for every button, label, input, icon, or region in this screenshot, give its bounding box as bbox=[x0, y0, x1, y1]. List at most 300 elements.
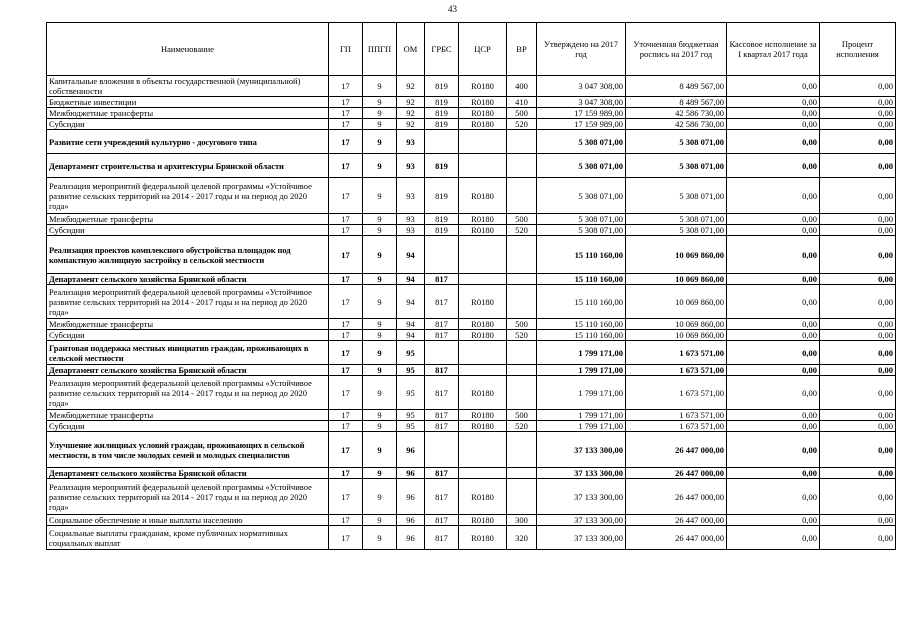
cell-approved: 15 110 160,00 bbox=[537, 330, 626, 341]
cell-csr: R0180 bbox=[459, 97, 507, 108]
cell-percent: 0,00 bbox=[820, 236, 896, 274]
cell-grbs bbox=[425, 341, 459, 365]
cell-refined: 10 069 860,00 bbox=[626, 274, 727, 285]
col-header-refined: Уточненная бюджетная роспись на 2017 год bbox=[626, 23, 727, 76]
cell-csr: R0180 bbox=[459, 526, 507, 550]
page-number: 43 bbox=[448, 4, 457, 14]
cell-vr bbox=[507, 274, 537, 285]
cell-om: 92 bbox=[397, 108, 425, 119]
table-row bbox=[47, 421, 896, 432]
cell-refined: 26 447 000,00 bbox=[626, 432, 727, 468]
cell-refined: 1 673 571,00 bbox=[626, 376, 727, 410]
cell-approved: 1 799 171,00 bbox=[537, 365, 626, 376]
cell-om: 93 bbox=[397, 130, 425, 154]
cell-approved: 1 799 171,00 bbox=[537, 376, 626, 410]
table-row bbox=[47, 410, 896, 421]
table-row bbox=[47, 236, 896, 274]
cell-approved: 15 110 160,00 bbox=[537, 319, 626, 330]
cell-percent: 0,00 bbox=[820, 468, 896, 479]
cell-approved: 37 133 300,00 bbox=[537, 432, 626, 468]
col-header-vr: ВР bbox=[507, 23, 537, 76]
cell-om: 95 bbox=[397, 410, 425, 421]
cell-grbs bbox=[425, 432, 459, 468]
cell-cash: 0,00 bbox=[727, 119, 820, 130]
cell-gp: 17 bbox=[329, 410, 363, 421]
cell-cash: 0,00 bbox=[727, 97, 820, 108]
cell-approved: 37 133 300,00 bbox=[537, 515, 626, 526]
cell-vr bbox=[507, 479, 537, 515]
cell-grbs: 819 bbox=[425, 178, 459, 214]
cell-grbs: 819 bbox=[425, 119, 459, 130]
table-row bbox=[47, 178, 896, 214]
cell-gp: 17 bbox=[329, 274, 363, 285]
cell-grbs: 819 bbox=[425, 76, 459, 97]
cell-refined: 5 308 071,00 bbox=[626, 225, 727, 236]
cell-om: 93 bbox=[397, 154, 425, 178]
cell-ppgp: 9 bbox=[363, 421, 397, 432]
cell-grbs: 817 bbox=[425, 515, 459, 526]
table-row bbox=[47, 97, 896, 108]
cell-ppgp: 9 bbox=[363, 108, 397, 119]
cell-csr bbox=[459, 274, 507, 285]
cell-vr bbox=[507, 376, 537, 410]
cell-csr bbox=[459, 236, 507, 274]
cell-gp: 17 bbox=[329, 330, 363, 341]
cell-name: Межбюджетные трансферты bbox=[47, 319, 329, 330]
cell-vr bbox=[507, 341, 537, 365]
cell-name: Улучшение жилищных условий граждан, проживающих в сельской местности, в том числе молодых семей и молодых специалистов bbox=[47, 432, 329, 468]
cell-name: Реализация мероприятий федеральной целевой программы «Устойчивое развитие сельских территорий на 2014 - 2017 годы и на период до 2020 года» bbox=[47, 285, 329, 319]
cell-csr: R0180 bbox=[459, 285, 507, 319]
cell-ppgp: 9 bbox=[363, 376, 397, 410]
cell-vr bbox=[507, 236, 537, 274]
cell-percent: 0,00 bbox=[820, 365, 896, 376]
table-row bbox=[47, 119, 896, 130]
cell-approved: 15 110 160,00 bbox=[537, 236, 626, 274]
cell-om: 93 bbox=[397, 178, 425, 214]
cell-ppgp: 9 bbox=[363, 76, 397, 97]
cell-csr bbox=[459, 154, 507, 178]
cell-name: Межбюджетные трансферты bbox=[47, 108, 329, 119]
cell-name: Департамент сельского хозяйства Брянской области bbox=[47, 365, 329, 376]
cell-name: Субсидии bbox=[47, 330, 329, 341]
cell-csr bbox=[459, 341, 507, 365]
header-row bbox=[47, 23, 896, 76]
cell-approved: 17 159 989,00 bbox=[537, 119, 626, 130]
cell-approved: 1 799 171,00 bbox=[537, 341, 626, 365]
cell-grbs: 817 bbox=[425, 319, 459, 330]
cell-percent: 0,00 bbox=[820, 274, 896, 285]
cell-csr: R0180 bbox=[459, 479, 507, 515]
cell-percent: 0,00 bbox=[820, 97, 896, 108]
cell-ppgp: 9 bbox=[363, 479, 397, 515]
cell-approved: 37 133 300,00 bbox=[537, 468, 626, 479]
cell-name: Бюджетные инвестиции bbox=[47, 97, 329, 108]
cell-csr: R0180 bbox=[459, 515, 507, 526]
cell-percent: 0,00 bbox=[820, 154, 896, 178]
cell-cash: 0,00 bbox=[727, 178, 820, 214]
cell-vr: 500 bbox=[507, 108, 537, 119]
cell-grbs: 817 bbox=[425, 365, 459, 376]
cell-csr bbox=[459, 432, 507, 468]
table-row bbox=[47, 154, 896, 178]
cell-om: 95 bbox=[397, 341, 425, 365]
budget-table bbox=[46, 22, 896, 550]
cell-approved: 1 799 171,00 bbox=[537, 421, 626, 432]
cell-gp: 17 bbox=[329, 130, 363, 154]
cell-ppgp: 9 bbox=[363, 319, 397, 330]
cell-refined: 26 447 000,00 bbox=[626, 526, 727, 550]
cell-gp: 17 bbox=[329, 376, 363, 410]
cell-om: 94 bbox=[397, 330, 425, 341]
col-header-approved: Утверждено на 2017 год bbox=[537, 23, 626, 76]
cell-ppgp: 9 bbox=[363, 119, 397, 130]
cell-cash: 0,00 bbox=[727, 376, 820, 410]
cell-name: Капитальные вложения в объекты государственной (муниципальной) собственности bbox=[47, 76, 329, 97]
cell-ppgp: 9 bbox=[363, 432, 397, 468]
cell-name: Реализация проектов комплексного обустройства площадок под компактную жилищную застройку в сельской местности bbox=[47, 236, 329, 274]
cell-cash: 0,00 bbox=[727, 365, 820, 376]
cell-vr: 400 bbox=[507, 76, 537, 97]
cell-ppgp: 9 bbox=[363, 285, 397, 319]
table-row bbox=[47, 108, 896, 119]
cell-gp: 17 bbox=[329, 225, 363, 236]
cell-grbs: 819 bbox=[425, 154, 459, 178]
cell-vr: 520 bbox=[507, 225, 537, 236]
cell-refined: 1 673 571,00 bbox=[626, 421, 727, 432]
cell-refined: 5 308 071,00 bbox=[626, 178, 727, 214]
cell-csr bbox=[459, 468, 507, 479]
cell-name: Субсидии bbox=[47, 119, 329, 130]
cell-approved: 15 110 160,00 bbox=[537, 274, 626, 285]
cell-vr: 410 bbox=[507, 97, 537, 108]
cell-csr: R0180 bbox=[459, 410, 507, 421]
cell-percent: 0,00 bbox=[820, 225, 896, 236]
cell-refined: 5 308 071,00 bbox=[626, 130, 727, 154]
cell-gp: 17 bbox=[329, 285, 363, 319]
col-header-om: ОМ bbox=[397, 23, 425, 76]
cell-cash: 0,00 bbox=[727, 319, 820, 330]
cell-csr: R0180 bbox=[459, 119, 507, 130]
cell-percent: 0,00 bbox=[820, 421, 896, 432]
cell-csr: R0180 bbox=[459, 330, 507, 341]
cell-grbs: 819 bbox=[425, 225, 459, 236]
cell-cash: 0,00 bbox=[727, 432, 820, 468]
cell-cash: 0,00 bbox=[727, 479, 820, 515]
cell-refined: 8 489 567,00 bbox=[626, 97, 727, 108]
cell-refined: 5 308 071,00 bbox=[626, 154, 727, 178]
cell-refined: 10 069 860,00 bbox=[626, 319, 727, 330]
cell-percent: 0,00 bbox=[820, 130, 896, 154]
cell-gp: 17 bbox=[329, 119, 363, 130]
col-header-percent: Процент исполнения bbox=[820, 23, 896, 76]
cell-cash: 0,00 bbox=[727, 130, 820, 154]
table-row bbox=[47, 319, 896, 330]
table-row bbox=[47, 468, 896, 479]
cell-percent: 0,00 bbox=[820, 119, 896, 130]
cell-ppgp: 9 bbox=[363, 515, 397, 526]
cell-om: 92 bbox=[397, 97, 425, 108]
cell-om: 94 bbox=[397, 274, 425, 285]
cell-percent: 0,00 bbox=[820, 479, 896, 515]
cell-vr bbox=[507, 178, 537, 214]
cell-percent: 0,00 bbox=[820, 526, 896, 550]
cell-name: Департамент сельского хозяйства Брянской области bbox=[47, 468, 329, 479]
cell-vr: 520 bbox=[507, 330, 537, 341]
cell-name: Реализация мероприятий федеральной целевой программы «Устойчивое развитие сельских территорий на 2014 - 2017 годы и на период до 2020 года» bbox=[47, 479, 329, 515]
cell-vr bbox=[507, 154, 537, 178]
table-row bbox=[47, 479, 896, 515]
table-row bbox=[47, 432, 896, 468]
cell-grbs: 819 bbox=[425, 214, 459, 225]
cell-name: Департамент строительства и архитектуры Брянской области bbox=[47, 154, 329, 178]
cell-name: Реализация мероприятий федеральной целевой программы «Устойчивое развитие сельских территорий на 2014 - 2017 годы и на период до 2020 года» bbox=[47, 178, 329, 214]
cell-name: Реализация мероприятий федеральной целевой программы «Устойчивое развитие сельских территорий на 2014 - 2017 годы и на период до 2020 года» bbox=[47, 376, 329, 410]
cell-gp: 17 bbox=[329, 468, 363, 479]
cell-percent: 0,00 bbox=[820, 376, 896, 410]
cell-cash: 0,00 bbox=[727, 225, 820, 236]
table-row bbox=[47, 130, 896, 154]
cell-grbs: 817 bbox=[425, 526, 459, 550]
cell-refined: 1 673 571,00 bbox=[626, 341, 727, 365]
cell-csr: R0180 bbox=[459, 108, 507, 119]
cell-refined: 42 586 730,00 bbox=[626, 108, 727, 119]
cell-grbs bbox=[425, 236, 459, 274]
cell-ppgp: 9 bbox=[363, 236, 397, 274]
cell-vr: 520 bbox=[507, 421, 537, 432]
cell-om: 96 bbox=[397, 468, 425, 479]
cell-csr: R0180 bbox=[459, 376, 507, 410]
cell-csr bbox=[459, 130, 507, 154]
cell-name: Грантовая поддержка местных инициатив граждан, проживающих в сельской местности bbox=[47, 341, 329, 365]
cell-om: 94 bbox=[397, 236, 425, 274]
cell-grbs: 819 bbox=[425, 108, 459, 119]
cell-ppgp: 9 bbox=[363, 410, 397, 421]
col-header-grbs: ГРБС bbox=[425, 23, 459, 76]
cell-cash: 0,00 bbox=[727, 526, 820, 550]
cell-grbs: 817 bbox=[425, 479, 459, 515]
cell-cash: 0,00 bbox=[727, 274, 820, 285]
cell-cash: 0,00 bbox=[727, 154, 820, 178]
cell-ppgp: 9 bbox=[363, 330, 397, 341]
cell-om: 95 bbox=[397, 421, 425, 432]
cell-name: Развитие сети учреждений культурно - досугового типа bbox=[47, 130, 329, 154]
cell-gp: 17 bbox=[329, 432, 363, 468]
cell-ppgp: 9 bbox=[363, 365, 397, 376]
cell-refined: 26 447 000,00 bbox=[626, 468, 727, 479]
cell-cash: 0,00 bbox=[727, 341, 820, 365]
cell-vr bbox=[507, 285, 537, 319]
cell-grbs: 819 bbox=[425, 97, 459, 108]
cell-percent: 0,00 bbox=[820, 432, 896, 468]
cell-csr: R0180 bbox=[459, 319, 507, 330]
cell-percent: 0,00 bbox=[820, 341, 896, 365]
cell-grbs: 817 bbox=[425, 410, 459, 421]
cell-cash: 0,00 bbox=[727, 108, 820, 119]
cell-vr: 500 bbox=[507, 410, 537, 421]
cell-name: Субсидии bbox=[47, 421, 329, 432]
table-row bbox=[47, 76, 896, 97]
cell-om: 92 bbox=[397, 76, 425, 97]
cell-vr bbox=[507, 432, 537, 468]
cell-vr: 500 bbox=[507, 214, 537, 225]
cell-approved: 1 799 171,00 bbox=[537, 410, 626, 421]
cell-approved: 5 308 071,00 bbox=[537, 214, 626, 225]
cell-gp: 17 bbox=[329, 178, 363, 214]
cell-csr bbox=[459, 365, 507, 376]
cell-cash: 0,00 bbox=[727, 468, 820, 479]
cell-vr: 320 bbox=[507, 526, 537, 550]
cell-grbs: 817 bbox=[425, 274, 459, 285]
cell-approved: 5 308 071,00 bbox=[537, 225, 626, 236]
cell-grbs: 817 bbox=[425, 421, 459, 432]
cell-name: Департамент сельского хозяйства Брянской области bbox=[47, 274, 329, 285]
cell-gp: 17 bbox=[329, 97, 363, 108]
cell-vr bbox=[507, 365, 537, 376]
cell-refined: 26 447 000,00 bbox=[626, 479, 727, 515]
cell-gp: 17 bbox=[329, 76, 363, 97]
cell-om: 94 bbox=[397, 285, 425, 319]
cell-gp: 17 bbox=[329, 236, 363, 274]
cell-csr: R0180 bbox=[459, 178, 507, 214]
cell-percent: 0,00 bbox=[820, 515, 896, 526]
cell-cash: 0,00 bbox=[727, 76, 820, 97]
cell-grbs: 817 bbox=[425, 285, 459, 319]
cell-name: Межбюджетные трансферты bbox=[47, 410, 329, 421]
cell-gp: 17 bbox=[329, 214, 363, 225]
cell-refined: 5 308 071,00 bbox=[626, 214, 727, 225]
col-header-cash: Кассовое исполнение за I квартал 2017 года bbox=[727, 23, 820, 76]
cell-ppgp: 9 bbox=[363, 154, 397, 178]
cell-om: 92 bbox=[397, 119, 425, 130]
cell-gp: 17 bbox=[329, 515, 363, 526]
cell-grbs: 817 bbox=[425, 376, 459, 410]
cell-approved: 3 047 308,00 bbox=[537, 76, 626, 97]
cell-name: Субсидии bbox=[47, 225, 329, 236]
cell-ppgp: 9 bbox=[363, 274, 397, 285]
cell-cash: 0,00 bbox=[727, 410, 820, 421]
cell-gp: 17 bbox=[329, 479, 363, 515]
cell-percent: 0,00 bbox=[820, 178, 896, 214]
cell-gp: 17 bbox=[329, 341, 363, 365]
cell-refined: 8 489 567,00 bbox=[626, 76, 727, 97]
cell-approved: 17 159 989,00 bbox=[537, 108, 626, 119]
cell-ppgp: 9 bbox=[363, 468, 397, 479]
cell-csr: R0180 bbox=[459, 225, 507, 236]
table-row bbox=[47, 225, 896, 236]
cell-ppgp: 9 bbox=[363, 341, 397, 365]
table-row bbox=[47, 515, 896, 526]
cell-grbs: 817 bbox=[425, 330, 459, 341]
cell-percent: 0,00 bbox=[820, 285, 896, 319]
cell-percent: 0,00 bbox=[820, 76, 896, 97]
cell-om: 94 bbox=[397, 319, 425, 330]
cell-refined: 10 069 860,00 bbox=[626, 236, 727, 274]
cell-vr: 300 bbox=[507, 515, 537, 526]
cell-cash: 0,00 bbox=[727, 214, 820, 225]
cell-refined: 42 586 730,00 bbox=[626, 119, 727, 130]
cell-csr: R0180 bbox=[459, 214, 507, 225]
cell-gp: 17 bbox=[329, 421, 363, 432]
table-row bbox=[47, 341, 896, 365]
cell-om: 95 bbox=[397, 365, 425, 376]
cell-approved: 5 308 071,00 bbox=[537, 178, 626, 214]
table-row bbox=[47, 526, 896, 550]
cell-ppgp: 9 bbox=[363, 225, 397, 236]
cell-ppgp: 9 bbox=[363, 178, 397, 214]
col-header-name: Наименование bbox=[47, 23, 329, 76]
cell-approved: 3 047 308,00 bbox=[537, 97, 626, 108]
cell-ppgp: 9 bbox=[363, 526, 397, 550]
cell-cash: 0,00 bbox=[727, 285, 820, 319]
cell-cash: 0,00 bbox=[727, 515, 820, 526]
cell-approved: 37 133 300,00 bbox=[537, 479, 626, 515]
cell-gp: 17 bbox=[329, 319, 363, 330]
cell-approved: 5 308 071,00 bbox=[537, 130, 626, 154]
table-row bbox=[47, 376, 896, 410]
cell-cash: 0,00 bbox=[727, 330, 820, 341]
cell-percent: 0,00 bbox=[820, 214, 896, 225]
table-row bbox=[47, 214, 896, 225]
cell-gp: 17 bbox=[329, 526, 363, 550]
cell-percent: 0,00 bbox=[820, 108, 896, 119]
cell-name: Социальные выплаты гражданам, кроме публичных нормативных социальных выплат bbox=[47, 526, 329, 550]
col-header-csr: ЦСР bbox=[459, 23, 507, 76]
cell-refined: 1 673 571,00 bbox=[626, 365, 727, 376]
cell-om: 96 bbox=[397, 526, 425, 550]
cell-csr: R0180 bbox=[459, 76, 507, 97]
cell-vr: 500 bbox=[507, 319, 537, 330]
cell-gp: 17 bbox=[329, 154, 363, 178]
cell-approved: 37 133 300,00 bbox=[537, 526, 626, 550]
cell-grbs: 817 bbox=[425, 468, 459, 479]
col-header-gp: ГП bbox=[329, 23, 363, 76]
table-row bbox=[47, 365, 896, 376]
cell-gp: 17 bbox=[329, 108, 363, 119]
cell-percent: 0,00 bbox=[820, 410, 896, 421]
cell-refined: 1 673 571,00 bbox=[626, 410, 727, 421]
cell-approved: 5 308 071,00 bbox=[537, 154, 626, 178]
table-row bbox=[47, 330, 896, 341]
cell-cash: 0,00 bbox=[727, 421, 820, 432]
cell-om: 93 bbox=[397, 214, 425, 225]
cell-percent: 0,00 bbox=[820, 319, 896, 330]
cell-grbs bbox=[425, 130, 459, 154]
cell-csr: R0180 bbox=[459, 421, 507, 432]
col-header-ppgp: ППГП bbox=[363, 23, 397, 76]
cell-vr bbox=[507, 130, 537, 154]
cell-percent: 0,00 bbox=[820, 330, 896, 341]
table-row bbox=[47, 274, 896, 285]
cell-name: Межбюджетные трансферты bbox=[47, 214, 329, 225]
cell-om: 96 bbox=[397, 479, 425, 515]
cell-vr: 520 bbox=[507, 119, 537, 130]
table-row bbox=[47, 285, 896, 319]
cell-approved: 15 110 160,00 bbox=[537, 285, 626, 319]
cell-vr bbox=[507, 468, 537, 479]
cell-om: 95 bbox=[397, 376, 425, 410]
cell-ppgp: 9 bbox=[363, 130, 397, 154]
cell-name: Социальное обеспечение и иные выплаты населению bbox=[47, 515, 329, 526]
cell-om: 93 bbox=[397, 225, 425, 236]
cell-cash: 0,00 bbox=[727, 236, 820, 274]
cell-om: 96 bbox=[397, 432, 425, 468]
cell-refined: 10 069 860,00 bbox=[626, 330, 727, 341]
cell-ppgp: 9 bbox=[363, 214, 397, 225]
cell-refined: 10 069 860,00 bbox=[626, 285, 727, 319]
cell-om: 96 bbox=[397, 515, 425, 526]
cell-ppgp: 9 bbox=[363, 97, 397, 108]
